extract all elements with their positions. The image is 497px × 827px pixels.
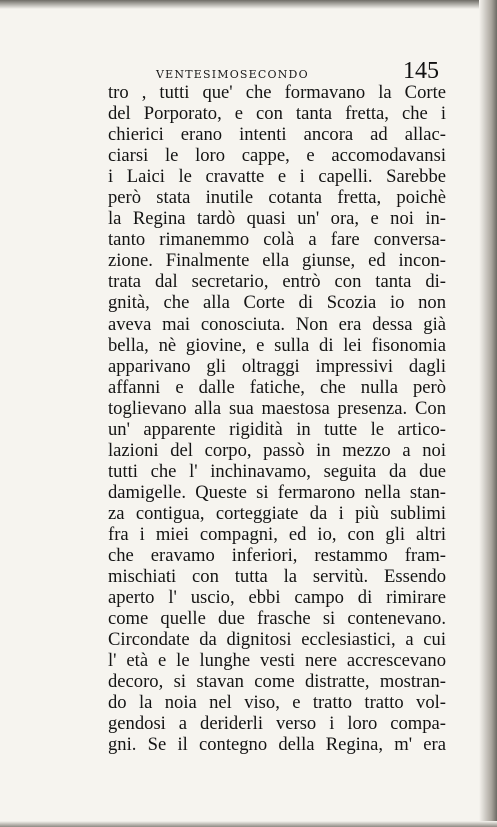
- page-binding-edge: [479, 0, 497, 827]
- text-line: gendosi a deriderli verso i loro compa-: [108, 713, 446, 735]
- text-line: zione. Finalmente ella giunse, ed incon-: [108, 250, 446, 272]
- text-line: ciarsi le loro cappe, e accomodavansi: [108, 145, 446, 167]
- text-line: damigelle. Queste si fermarono nella stan-: [108, 481, 446, 503]
- text-line: come quelle due frasche si contenevano.: [108, 608, 446, 630]
- text-line: apparivano gli oltraggi impressivi dagli: [108, 355, 446, 377]
- text-line: i Laici le cravatte e i capelli. Sarebbe: [108, 166, 446, 188]
- page-number: 145: [403, 58, 439, 84]
- text-line: za contigua, corteggiate da i più sublimi: [108, 502, 446, 524]
- text-line: gnità, che alla Corte di Scozia io non: [108, 292, 446, 314]
- text-line: mischiati con tutta la servitù. Essendo: [108, 566, 446, 588]
- text-line: bella, nè giovine, e sulla di lei fisonomia: [108, 334, 446, 356]
- text-line: decoro, si stavan come distratte, mostran-: [108, 671, 446, 693]
- text-line: però stata inutile cotanta fretta, poichè: [108, 187, 446, 209]
- text-line: aperto l' uscio, ebbi campo di rimirare: [108, 587, 446, 609]
- text-line: tro , tutti que' che formavano la Corte: [108, 82, 446, 103]
- text-line: tutti che l' inchinavamo, seguita da due: [108, 460, 446, 482]
- text-line: fra i miei compagni, ed io, con gli altri: [108, 523, 446, 545]
- text-line: del Porporato, e con tanta fretta, che i: [108, 103, 446, 125]
- page-bottom-edge: [0, 821, 497, 827]
- text-line: affanni e dalle fatiche, che nulla però: [108, 376, 446, 398]
- text-line: tanto rimanemmo colà a fare conversa-: [108, 229, 446, 251]
- text-line: la Regina tardò quasi un' ora, e noi in-: [108, 208, 446, 230]
- text-line: l' età e le lunghe vesti nere accrescevano: [108, 650, 446, 672]
- text-line: toglievano alla sua maestosa presenza. Con: [108, 397, 446, 419]
- body-text: [108, 82, 446, 756]
- text-line: lazioni del corpo, passò in mezzo a noi: [108, 439, 446, 461]
- text-line: chierici erano intenti ancora ad allac-: [108, 124, 446, 146]
- running-head: VENTESIMOSECONDO: [156, 68, 309, 81]
- text-line: trata dal secretario, entrò con tanta di-: [108, 271, 446, 293]
- text-line: gni. Se il contegno della Regina, m' era: [108, 734, 446, 756]
- text-line: aveva mai conosciuta. Non era dessa già: [108, 313, 446, 335]
- text-line: Circondate da dignitosi ecclesiastici, a cui: [108, 629, 446, 651]
- text-line: do la noia nel viso, e tratto tratto vol-: [108, 692, 446, 714]
- text-line: un' apparente rigidità in tutte le artico-: [108, 418, 446, 440]
- text-line: che eravamo inferiori, restammo fram-: [108, 545, 446, 567]
- page-top-edge: [0, 0, 497, 9]
